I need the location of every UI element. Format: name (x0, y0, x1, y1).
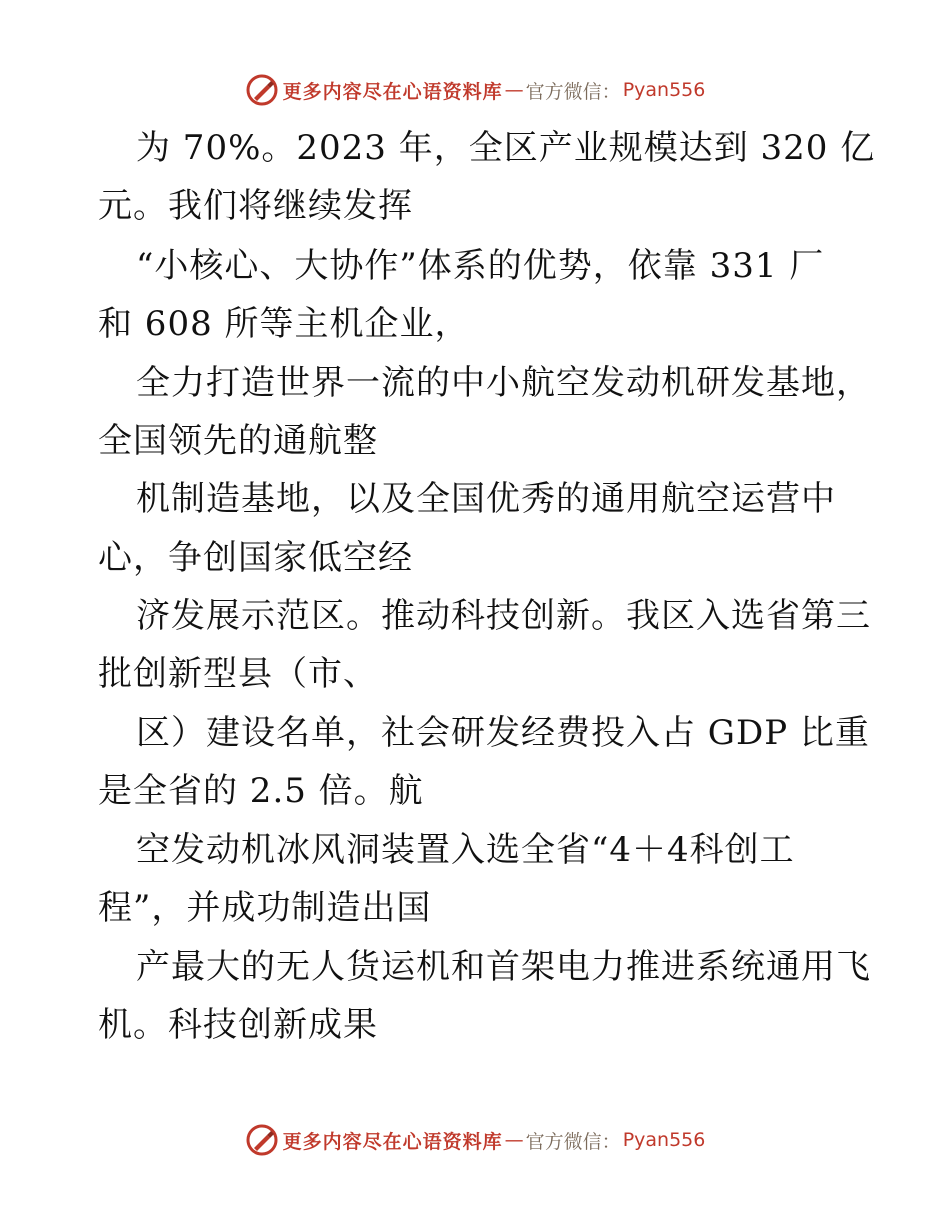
text-line: 区）建设名单，社会研发经费投入占 GDP 比重 (136, 713, 870, 753)
text-line: 批创新型县（市、 (98, 654, 378, 694)
text-line: 全国领先的通航整 (98, 421, 378, 461)
text-line: 是全省的 2.5 倍。航 (98, 771, 424, 811)
text-line: 济发展示范区。推动科技创新。我区入选省第三 (136, 596, 871, 636)
watermark-separator: — (504, 1129, 524, 1151)
text-line: 产最大的无人货运机和首架电力推进系统通用飞 (136, 947, 871, 987)
pen-logo-icon (245, 1123, 279, 1157)
text-line: 空发动机冰风洞装置入选全省“4＋4科创工 (136, 830, 795, 870)
text-line: 为 70%。2023 年，全区产业规模达到 320 亿 (136, 128, 876, 168)
text-line: 全力打造世界一流的中小航空发动机研发基地， (136, 363, 871, 403)
watermark-label: 官方微信： (525, 1130, 621, 1153)
text-line: 心，争创国家低空经 (98, 538, 413, 578)
footer-watermark (0, 1120, 950, 1160)
document-body (0, 118, 950, 1118)
watermark-label: 官方微信： (525, 80, 621, 103)
text-line: 机制造基地，以及全国优秀的通用航空运营中 (136, 479, 836, 519)
pen-logo-icon (245, 73, 279, 107)
text-line: 机。科技创新成果 (98, 1005, 378, 1045)
watermark-wechat-id: Pyan556 (622, 79, 706, 101)
text-line: 和 608 所等主机企业， (98, 304, 470, 344)
text-line: 元。我们将继续发挥 (98, 186, 413, 226)
text-line: 程”，并成功制造出国 (98, 888, 432, 928)
header-watermark (0, 70, 950, 110)
watermark-brand: 更多内容尽在心语资料库 (282, 1130, 503, 1153)
watermark-separator: — (504, 79, 524, 101)
watermark-wechat-id: Pyan556 (622, 1129, 706, 1151)
text-line: “小核心、大协作”体系的优势，依靠 331 厂 (136, 246, 825, 286)
watermark-brand: 更多内容尽在心语资料库 (282, 80, 503, 103)
